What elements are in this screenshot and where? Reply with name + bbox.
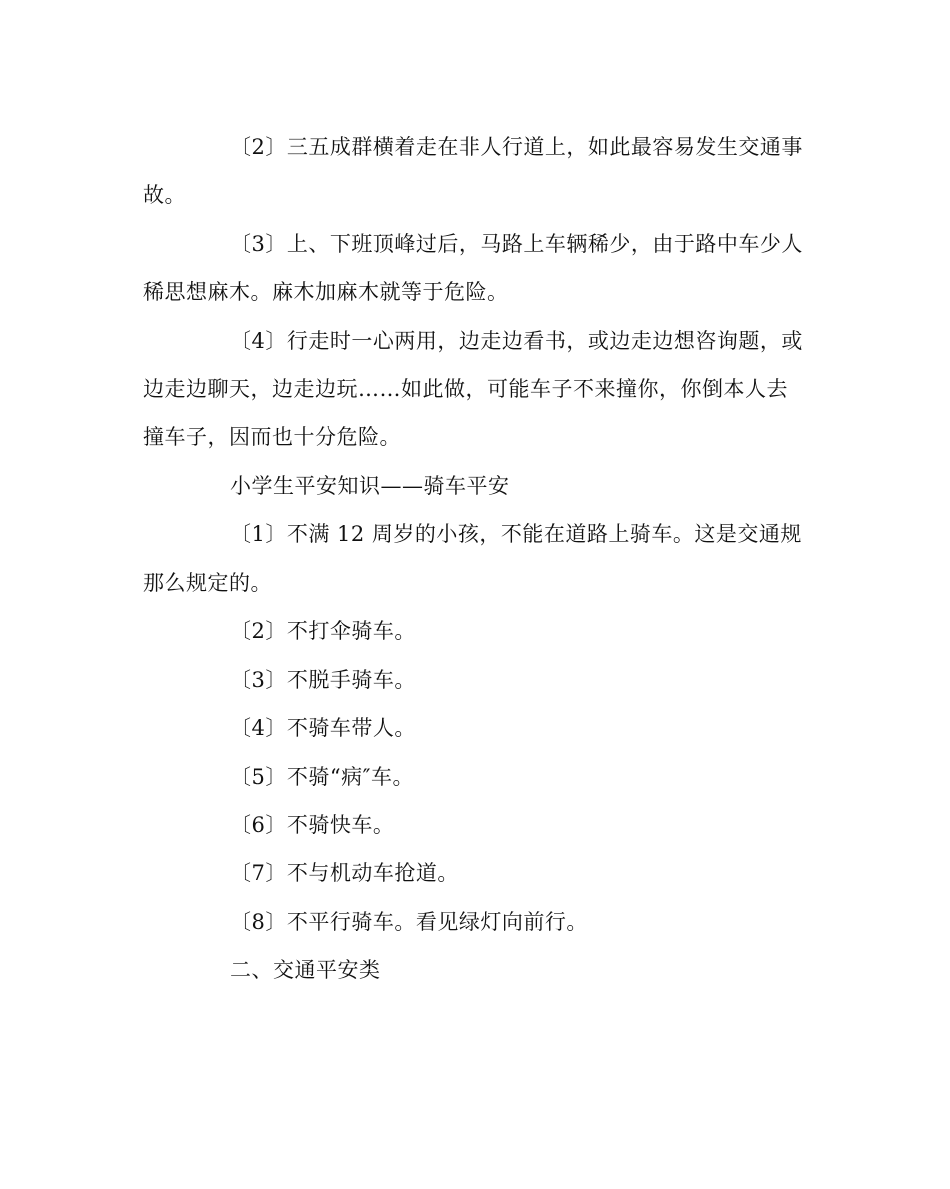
paragraph-4-line-2: 那么规定的。 <box>143 571 272 595</box>
paragraph-3-line-3: 撞车子，因而也十分危险。 <box>143 425 401 449</box>
paragraph-2-line-1: 〔3〕上、下班顶峰过后，马路上车辆稀少，由于路中车少人 <box>230 232 803 256</box>
rule-item-5: 〔5〕不骑“病″车。 <box>230 765 414 789</box>
rule-item-2: 〔2〕不打伞骑车。 <box>230 619 416 643</box>
paragraph-4-line-1: 〔1〕不满 12 周岁的小孩，不能在道路上骑车。这是交通规 <box>230 522 802 546</box>
rule-item-3: 〔3〕不脱手骑车。 <box>230 668 416 692</box>
rule-item-7: 〔7〕不与机动车抢道。 <box>230 861 459 885</box>
section-heading-cycling-safety: 小学生平安知识——骑车平安 <box>230 474 510 498</box>
paragraph-3-line-2: 边走边聊天，边走边玩……如此做，可能车子不来撞你，你倒本人去 <box>143 377 788 401</box>
rule-item-4: 〔4〕不骑车带人。 <box>230 716 416 740</box>
paragraph-3-line-1: 〔4〕行走时一心两用，边走边看书，或边走边想咨询题，或 <box>230 329 803 353</box>
paragraph-2-line-2: 稀思想麻木。麻木加麻木就等于危险。 <box>143 280 509 304</box>
rule-item-8: 〔8〕不平行骑车。看见绿灯向前行。 <box>230 910 588 934</box>
rule-item-6: 〔6〕不骑快车。 <box>230 813 395 837</box>
paragraph-1-line-2: 故。 <box>143 183 186 207</box>
section-heading-traffic-safety: 二、交通平安类 <box>230 958 381 982</box>
paragraph-1-line-1: 〔2〕三五成群横着走在非人行道上，如此最容易发生交通事 <box>230 135 803 159</box>
